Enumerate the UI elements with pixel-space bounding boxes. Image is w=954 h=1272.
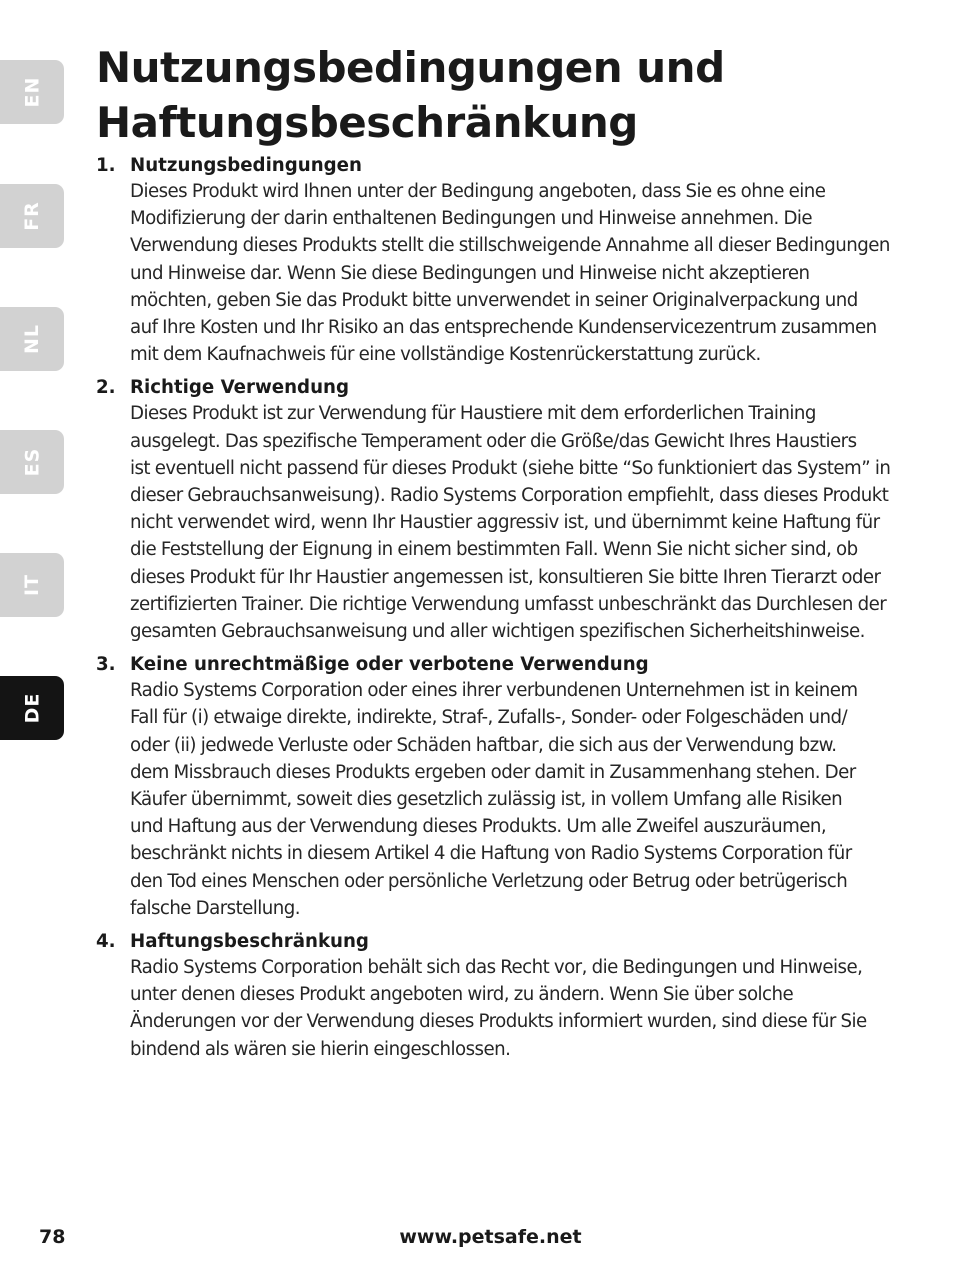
language-tab-label: FR <box>20 201 43 231</box>
body-line: beschränkt nichts in diesem Artikel 4 die Haftung von Radio Systems Corporation für <box>130 843 852 865</box>
body-line: Verwendung dieses Produkts stellt die stillschweigende Annahme all dieser Bedingungen <box>130 235 890 257</box>
section-1 <box>96 153 916 368</box>
body-line: Dieses Produkt ist zur Verwendung für Haustiere mit dem erforderlichen Training <box>130 403 816 425</box>
body-line: bindend als wären sie hierin eingeschlossen. <box>130 1038 511 1060</box>
section-number: 3. <box>96 654 116 676</box>
language-tab-label: ES <box>20 447 43 477</box>
language-tabs <box>0 0 66 1272</box>
section-heading <box>96 375 916 400</box>
body-line: falsche Darstellung. <box>130 897 300 919</box>
body-line: Radio Systems Corporation behält sich das Recht vor, die Bedingungen und Hinweise, <box>130 957 863 979</box>
section-heading <box>96 153 916 178</box>
language-tab-en[interactable] <box>0 60 64 124</box>
body-line: möchten, geben Sie das Produkt bitte unverwendet in seiner Originalverpackung und <box>130 289 858 311</box>
body-line: Käufer übernimmt, soweit dies gesetzlich zulässig ist, in vollem Umfang alle Risiken <box>130 789 843 811</box>
section-heading <box>96 652 916 677</box>
body-line: gesamten Gebrauchsanweisung und aller wichtigen spezifischen Sicherheitshinweise. <box>130 621 865 643</box>
body-line: mit dem Kaufnachweis für eine vollständige Kostenrückerstattung zurück. <box>130 344 761 366</box>
body-line: nicht verwendet wird, wenn Ihr Haustier aggressiv ist, und übernimmt keine Haftung für <box>130 512 880 534</box>
section-heading <box>96 929 916 954</box>
section-body <box>130 677 916 922</box>
body-line: und Hinweise dar. Wenn Sie diese Bedingungen und Hinweise nicht akzeptieren <box>130 262 810 284</box>
section-body <box>130 400 916 645</box>
body-line: unter denen dieses Produkt angeboten wird, zu ändern. Wenn Sie über solche <box>130 984 794 1006</box>
page-title-line-1: Nutzungsbedingungen und <box>96 43 725 92</box>
body-line: die Feststellung der Eignung in einem bestimmten Fall. Wenn Sie nicht sicher sind, ob <box>130 539 858 561</box>
page-number: 78 <box>39 1226 66 1248</box>
section-heading-text: Keine unrechtmäßige oder verbotene Verwendung <box>130 654 649 676</box>
section-body <box>130 178 916 368</box>
language-tab-label: NL <box>20 323 43 355</box>
section-heading-text: Haftungsbeschränkung <box>130 931 369 953</box>
body-line: zertifizierten Trainer. Die richtige Verwendung umfasst unbeschränkt das Durchlesen der <box>130 593 887 615</box>
language-tab-label: EN <box>20 76 43 108</box>
terms-content <box>96 153 916 1070</box>
language-tab-fr[interactable] <box>0 184 64 248</box>
section-number: 4. <box>96 931 116 953</box>
section-2 <box>96 375 916 645</box>
body-line: Modifizierung der darin enthaltenen Bedingungen und Hinweise annehmen. Die <box>130 208 813 230</box>
language-tab-nl[interactable] <box>0 307 64 371</box>
body-line: Änderungen vor der Verwendung dieses Produkts informiert wurden, sind diese für Sie <box>130 1011 867 1033</box>
section-heading-text: Richtige Verwendung <box>130 377 349 399</box>
section-3 <box>96 652 916 922</box>
body-line: auf Ihre Kosten und Ihr Risiko an das entsprechende Kundenservicezentrum zusammen <box>130 317 877 339</box>
section-number: 2. <box>96 377 116 399</box>
body-line: dieser Gebrauchsanweisung). Radio Systems Corporation empfiehlt, dass dieses Produkt <box>130 485 889 507</box>
body-line: oder (ii) jedwede Verluste oder Schäden haftbar, die sich aus der Verwendung bzw. <box>130 734 837 756</box>
body-line: und Haftung aus der Verwendung dieses Produkts. Um alle Zweifel auszuräumen, <box>130 816 827 838</box>
page-title-line-2: Haftungsbeschränkung <box>96 98 638 147</box>
section-heading-text: Nutzungsbedingungen <box>130 155 362 176</box>
footer-url: www.petsafe.net <box>399 1226 582 1248</box>
body-line: ist eventuell nicht passend für dieses Produkt (siehe bitte “So funktioniert das System” in <box>130 457 891 479</box>
language-tab-label: DE <box>20 692 43 724</box>
language-tab-es[interactable] <box>0 430 64 494</box>
language-tab-de[interactable] <box>0 676 64 740</box>
section-body <box>130 954 916 1063</box>
body-line: dem Missbrauch dieses Produkts ergeben oder damit in Zusammenhang stehen. Der <box>130 761 856 783</box>
language-tab-it[interactable] <box>0 553 64 617</box>
body-line: dieses Produkt für Ihr Haustier angemessen ist, konsultieren Sie bitte Ihren Tierarzt oder <box>130 566 881 588</box>
page-title <box>96 40 916 150</box>
section-4 <box>96 929 916 1063</box>
body-line: ausgelegt. Das spezifische Temperament oder die Größe/das Gewicht Ihres Haustiers <box>130 430 857 452</box>
body-line: Dieses Produkt wird Ihnen unter der Bedingung angeboten, dass Sie es ohne eine <box>130 181 826 202</box>
body-line: Fall für (i) etwaige direkte, indirekte, Straf-, Zufalls-, Sonder- oder Folgeschäden und/ <box>130 707 848 729</box>
section-number: 1. <box>96 155 116 176</box>
body-line: den Tod eines Menschen oder persönliche Verletzung oder Betrug oder betrügerisch <box>130 870 848 892</box>
body-line: Radio Systems Corporation oder eines ihrer verbundenen Unternehmen ist in keinem <box>130 680 858 702</box>
language-tab-label: IT <box>21 573 43 597</box>
